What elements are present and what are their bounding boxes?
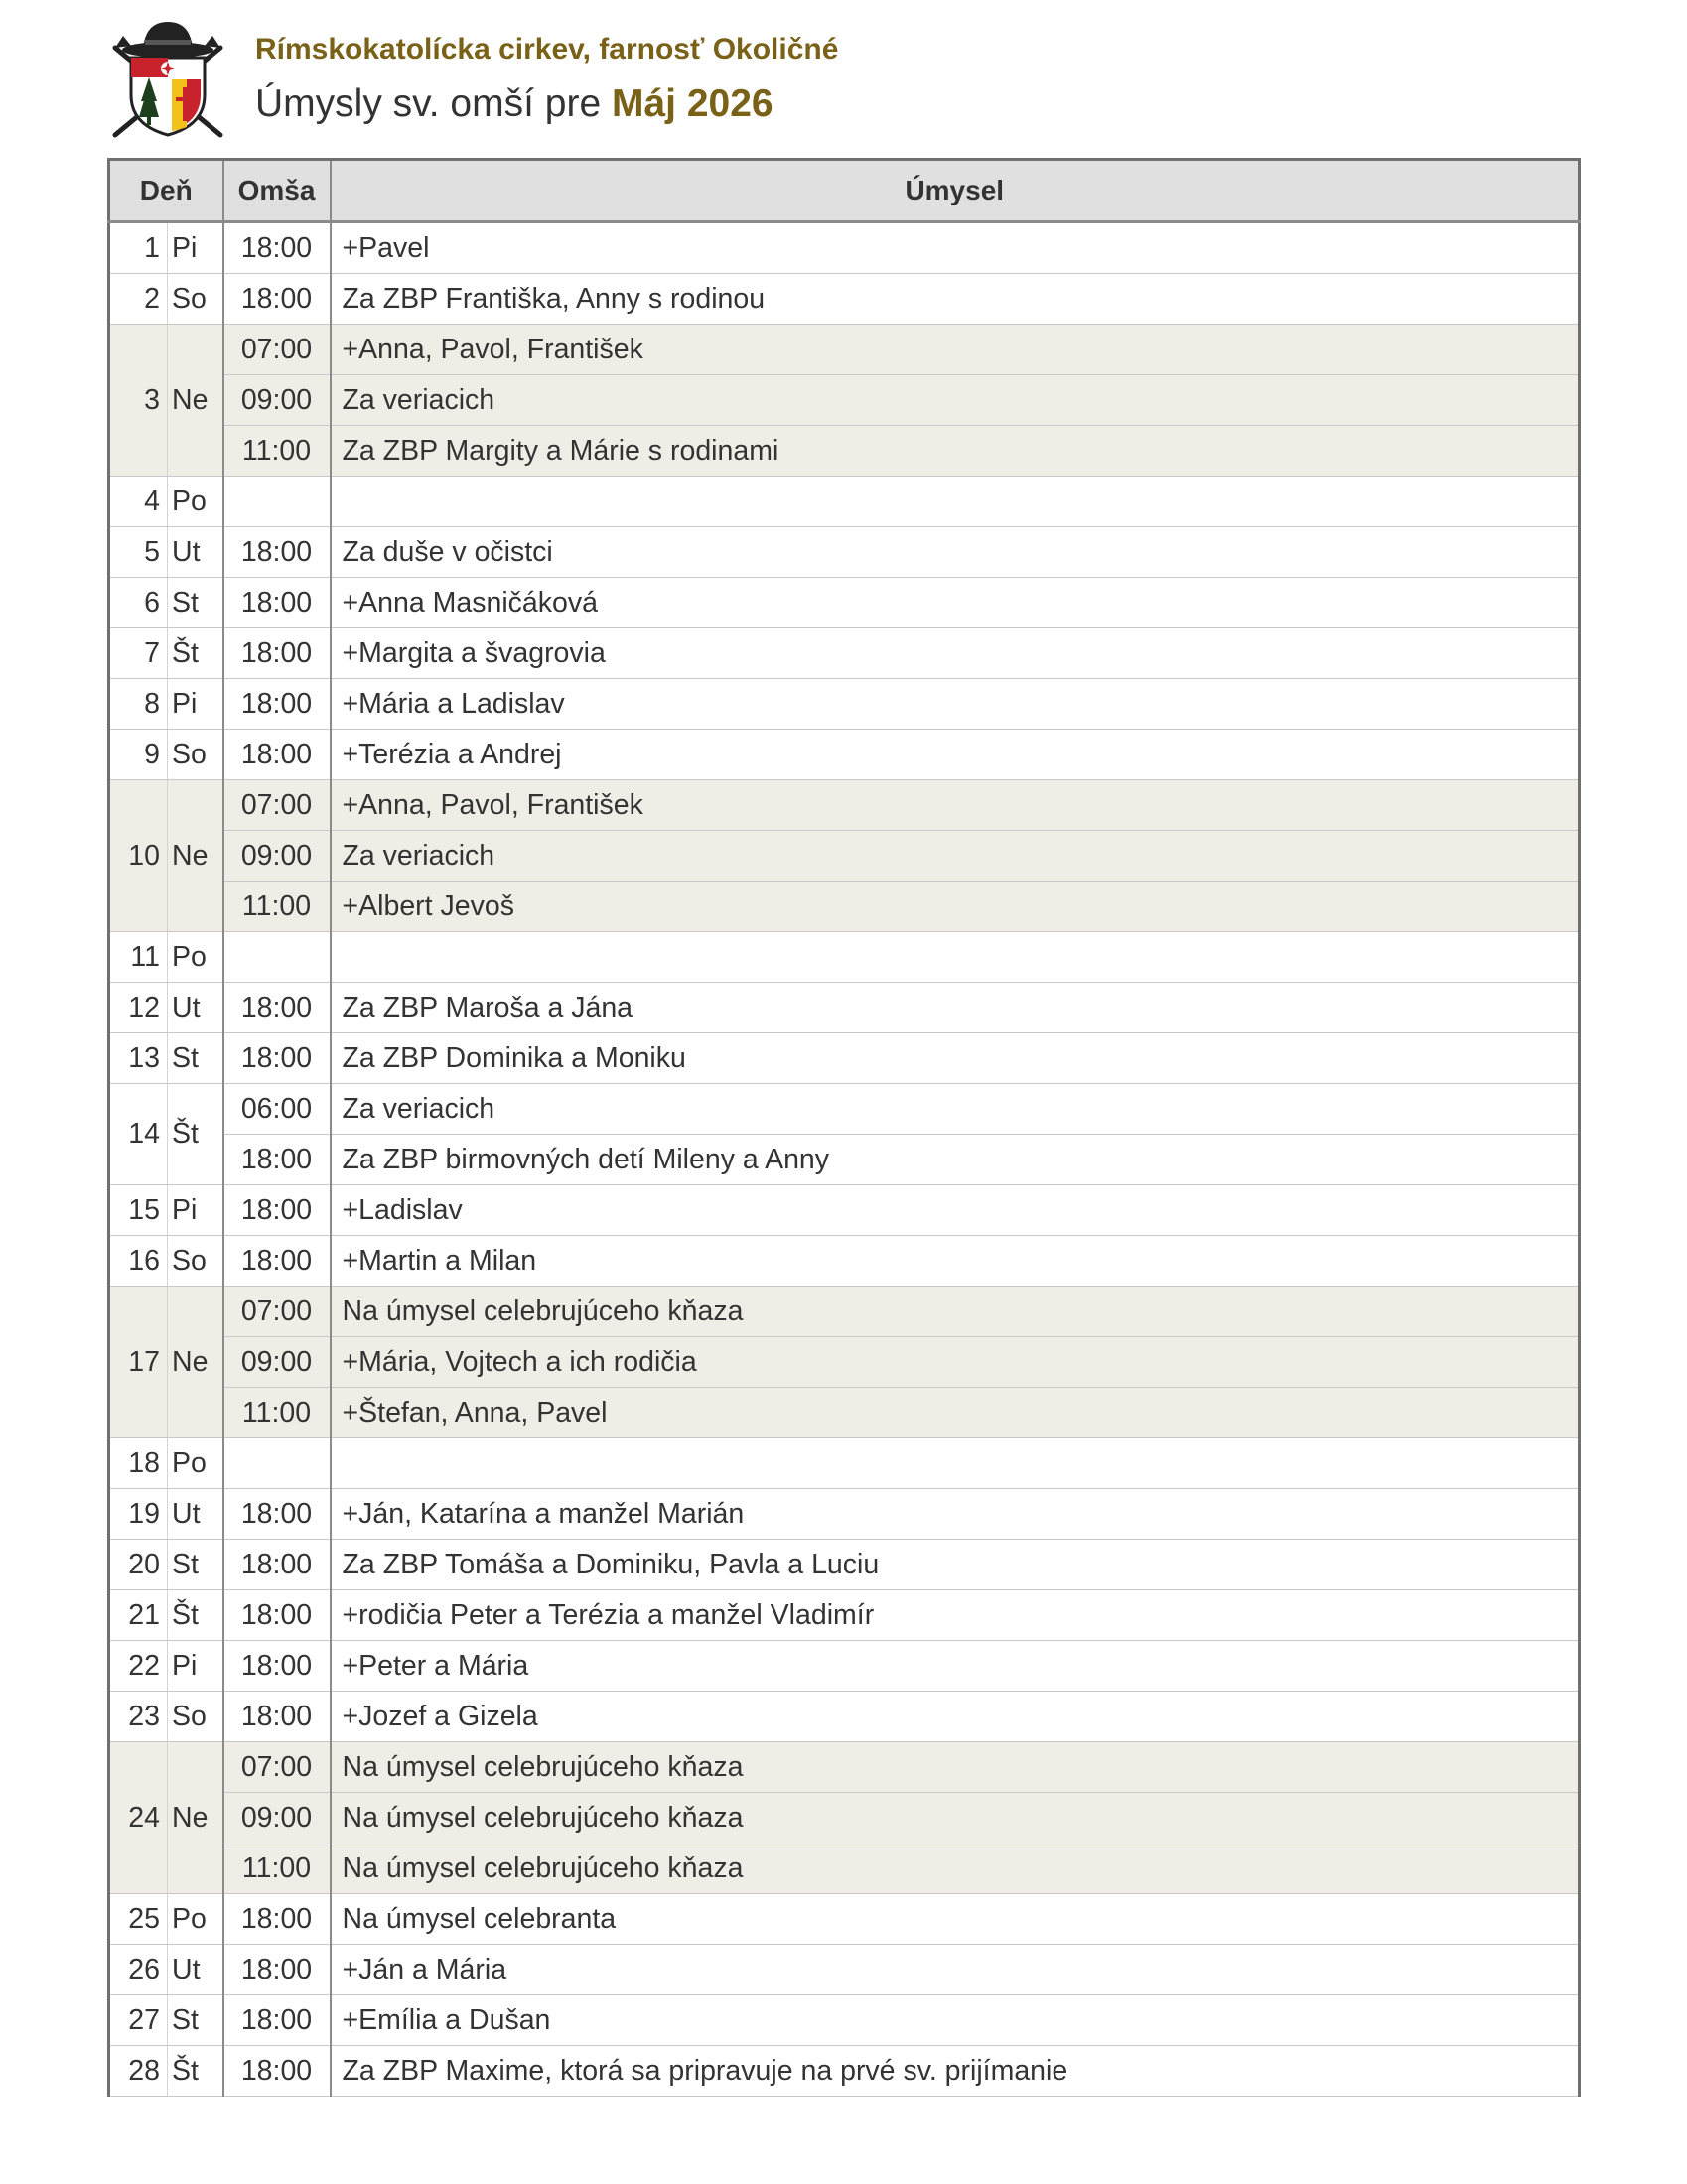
mass-time: 07:00 [223,1287,331,1337]
day-number: 7 [109,628,168,679]
table-row [109,477,1580,527]
day-number: 20 [109,1540,168,1590]
table-row [109,1084,1580,1135]
table-row [109,1185,1580,1236]
day-number: 23 [109,1692,168,1742]
weekday: Ut [168,983,223,1033]
day-number: 1 [109,222,168,274]
table-row [109,730,1580,780]
weekday: Pi [168,1641,223,1692]
mass-intention: +Margita a švagrovia [331,628,1580,679]
mass-intention: Za ZBP Dominika a Moniku [331,1033,1580,1084]
mass-intention: Na úmysel celebrujúceho kňaza [331,1742,1580,1793]
column-header-day: Deň [109,160,223,222]
table-row [109,1843,1580,1894]
mass-intention: Za ZBP Maroša a Jána [331,983,1580,1033]
table-row [109,1033,1580,1084]
weekday: So [168,1692,223,1742]
mass-intention: +Mária a Ladislav [331,679,1580,730]
day-number: 9 [109,730,168,780]
mass-time: 11:00 [223,882,331,932]
mass-time: 07:00 [223,1742,331,1793]
table-row [109,983,1580,1033]
mass-time: 18:00 [223,1692,331,1742]
mass-intention: +Martin a Milan [331,1236,1580,1287]
table-row [109,1945,1580,1995]
mass-intention: Za ZBP Margity a Márie s rodinami [331,426,1580,477]
table-row [109,679,1580,730]
mass-time: 18:00 [223,679,331,730]
mass-time: 09:00 [223,375,331,426]
mass-intention: Za ZBP Maxime, ktorá sa pripravuje na prvé sv. prijímanie [331,2046,1580,2097]
mass-time: 18:00 [223,1033,331,1084]
mass-time: 11:00 [223,1388,331,1438]
mass-intention: +Ján, Katarína a manžel Marián [331,1489,1580,1540]
mass-time: 18:00 [223,1641,331,1692]
table-row [109,831,1580,882]
mass-intention: +Anna, Pavol, František [331,780,1580,831]
header-titles [255,35,838,123]
weekday: St [168,578,223,628]
column-header-intention: Úmysel [331,160,1580,222]
day-number: 15 [109,1185,168,1236]
weekday: Po [168,932,223,983]
mass-time: 18:00 [223,2046,331,2097]
mass-intention: Za veriacich [331,831,1580,882]
table-row [109,1540,1580,1590]
table-row [109,1894,1580,1945]
mass-intention [331,477,1580,527]
mass-intentions-table-wrapper [107,158,1578,2097]
table-row [109,1489,1580,1540]
mass-intention: Za ZBP Tomáša a Dominiku, Pavla a Luciu [331,1540,1580,1590]
title-month: Máj 2026 [612,82,773,125]
table-row [109,1438,1580,1489]
mass-intention: +Jozef a Gizela [331,1692,1580,1742]
mass-time: 18:00 [223,527,331,578]
mass-time [223,932,331,983]
day-number: 13 [109,1033,168,1084]
mass-intention: +Anna Masničáková [331,578,1580,628]
mass-intention: +Mária, Vojtech a ich rodičia [331,1337,1580,1388]
weekday: Ut [168,1489,223,1540]
mass-intention: Za ZBP Františka, Anny s rodinou [331,274,1580,325]
parish-crest-icon [109,18,226,139]
day-number: 26 [109,1945,168,1995]
weekday: Ne [168,780,223,932]
table-body [109,222,1580,2097]
mass-intention: Na úmysel celebranta [331,1894,1580,1945]
page-header [109,18,1579,147]
table-row [109,1287,1580,1337]
table-row [109,1236,1580,1287]
weekday: Ne [168,1287,223,1438]
mass-intention: +Emília a Dušan [331,1995,1580,2046]
table-row [109,2046,1580,2097]
mass-intention [331,932,1580,983]
weekday: Št [168,1084,223,1185]
day-number: 17 [109,1287,168,1438]
day-number: 5 [109,527,168,578]
day-number: 14 [109,1084,168,1185]
mass-time: 18:00 [223,1945,331,1995]
day-number: 2 [109,274,168,325]
table-row [109,1641,1580,1692]
weekday: So [168,730,223,780]
mass-time: 18:00 [223,983,331,1033]
mass-time: 07:00 [223,325,331,375]
table-row [109,780,1580,831]
mass-time: 18:00 [223,1894,331,1945]
column-header-mass-time: Omša [223,160,331,222]
table-row [109,1692,1580,1742]
mass-intention: Na úmysel celebrujúceho kňaza [331,1843,1580,1894]
table-row [109,882,1580,932]
table-row [109,1995,1580,2046]
weekday: Pi [168,1185,223,1236]
day-number: 4 [109,477,168,527]
mass-time: 18:00 [223,1185,331,1236]
organization-name: Rímskokatolícka cirkev, farnosť Okoličné [255,33,839,66]
weekday: Po [168,1894,223,1945]
mass-time: 09:00 [223,1793,331,1843]
page-title [255,84,838,123]
table-row [109,222,1580,274]
mass-intention: Na úmysel celebrujúceho kňaza [331,1287,1580,1337]
day-number: 3 [109,325,168,477]
table-row [109,1337,1580,1388]
mass-time: 18:00 [223,730,331,780]
day-number: 25 [109,1894,168,1945]
table-header-row [109,160,1580,222]
mass-intention [331,1438,1580,1489]
weekday: Ne [168,325,223,477]
mass-time: 18:00 [223,1995,331,2046]
mass-intention: +Terézia a Andrej [331,730,1580,780]
table-row [109,1742,1580,1793]
mass-intention: +Anna, Pavol, František [331,325,1580,375]
mass-time: 07:00 [223,780,331,831]
mass-time [223,477,331,527]
weekday: So [168,1236,223,1287]
day-number: 11 [109,932,168,983]
mass-time: 06:00 [223,1084,331,1135]
mass-time: 18:00 [223,274,331,325]
mass-time: 18:00 [223,1236,331,1287]
mass-intention: +Ladislav [331,1185,1580,1236]
title-prefix: Úmysly sv. omší pre [255,82,602,125]
mass-time: 18:00 [223,1590,331,1641]
day-number: 22 [109,1641,168,1692]
mass-time: 18:00 [223,578,331,628]
day-number: 8 [109,679,168,730]
table-row [109,932,1580,983]
day-number: 12 [109,983,168,1033]
mass-intention: Za veriacich [331,375,1580,426]
table-row [109,1793,1580,1843]
table-row [109,1388,1580,1438]
weekday: Št [168,1590,223,1641]
table-row [109,1135,1580,1185]
mass-intentions-table [107,158,1581,2097]
day-number: 21 [109,1590,168,1641]
day-number: 10 [109,780,168,932]
weekday: Pi [168,222,223,274]
table-row [109,426,1580,477]
weekday: Št [168,2046,223,2097]
mass-time: 18:00 [223,1540,331,1590]
weekday: Po [168,1438,223,1489]
day-number: 27 [109,1995,168,2046]
weekday: Št [168,628,223,679]
day-number: 6 [109,578,168,628]
table-row [109,325,1580,375]
mass-intention: +rodičia Peter a Terézia a manžel Vladimír [331,1590,1580,1641]
table-row [109,1590,1580,1641]
mass-time: 18:00 [223,628,331,679]
mass-time [223,1438,331,1489]
day-number: 24 [109,1742,168,1894]
weekday: St [168,1995,223,2046]
table-row [109,628,1580,679]
weekday: Ut [168,1945,223,1995]
mass-intention: +Pavel [331,222,1580,274]
day-number: 18 [109,1438,168,1489]
table-row [109,274,1580,325]
mass-time: 11:00 [223,1843,331,1894]
mass-time: 18:00 [223,222,331,274]
mass-intention: Za ZBP birmovných detí Mileny a Anny [331,1135,1580,1185]
mass-time: 09:00 [223,831,331,882]
mass-time: 18:00 [223,1489,331,1540]
weekday: Pi [168,679,223,730]
mass-time: 09:00 [223,1337,331,1388]
mass-intention: +Peter a Mária [331,1641,1580,1692]
day-number: 28 [109,2046,168,2097]
day-number: 16 [109,1236,168,1287]
weekday: So [168,274,223,325]
mass-intention: +Albert Jevoš [331,882,1580,932]
weekday: St [168,1033,223,1084]
mass-time: 18:00 [223,1135,331,1185]
weekday: Ne [168,1742,223,1894]
weekday: Po [168,477,223,527]
day-number: 19 [109,1489,168,1540]
table-row [109,578,1580,628]
mass-intention: Za duše v očistci [331,527,1580,578]
table-row [109,527,1580,578]
weekday: St [168,1540,223,1590]
mass-intention: +Štefan, Anna, Pavel [331,1388,1580,1438]
mass-intention: +Ján a Mária [331,1945,1580,1995]
weekday: Ut [168,527,223,578]
mass-intention: Na úmysel celebrujúceho kňaza [331,1793,1580,1843]
table-row [109,375,1580,426]
mass-intention: Za veriacich [331,1084,1580,1135]
mass-time: 11:00 [223,426,331,477]
